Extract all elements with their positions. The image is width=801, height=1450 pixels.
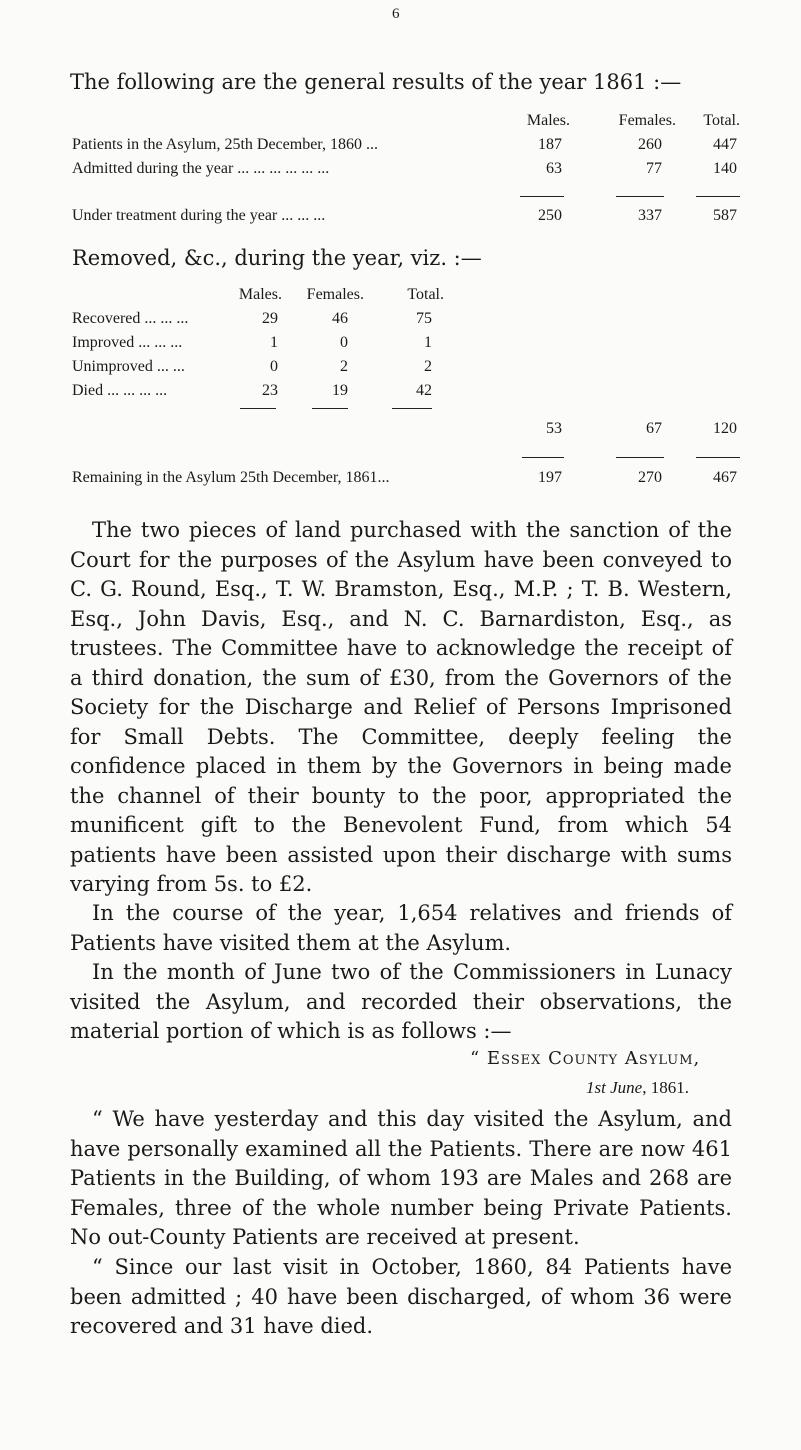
letter-date-year: , 1861.: [642, 1078, 689, 1097]
total-value: 467: [713, 469, 737, 486]
col-header-total: Total.: [407, 286, 444, 303]
males-value: 187: [538, 136, 562, 153]
letter-date: [586, 1078, 689, 1098]
total-value: 42: [416, 382, 432, 399]
paragraph-land-and-donation: The two pieces of land purchased with the sanction of the Court for the purposes of the Asylum have been conveyed to C. G. Round, Esq., T. W. Bramston, Esq., M.P. ; T. B. Western, Esq., John Davis, Esq., and N. C. Barnardiston, Esq., as trustees. The Committee have to acknowledge the receipt of a third donation, the sum of £30, from the Governors of the Society for the Discharge and Relief of Persons Imprisoned for Small Debts. The Committee, deeply feeling the confidence placed in them by the Governors in being made the channel of their bounty to the poor, appropriated the munificent gift to the Benevolent Fund, from which 54 patients have been assisted upon their discharge with sums varying from 5s. to £2.: [70, 518, 732, 896]
row-label: Remaining in the Asylum 25th December, 1861...: [72, 469, 390, 486]
letter-date-day: 1st June: [586, 1078, 643, 1097]
total-value: 75: [416, 310, 432, 327]
col-header-females: Females.: [618, 112, 676, 129]
rule: [616, 457, 664, 458]
rule: [522, 457, 564, 458]
total-value: 447: [713, 136, 737, 153]
females-value: 19: [332, 382, 348, 399]
removed-heading: Removed, &c., during the year, viz. :—: [72, 246, 482, 270]
total-value: 1: [424, 334, 432, 351]
total-value: 120: [713, 420, 737, 437]
row-label: Unimproved ... ...: [72, 358, 185, 375]
females-value: 67: [646, 420, 662, 437]
females-value: 77: [646, 160, 662, 177]
row-label: Under treatment during the year ... ... ...: [72, 207, 326, 224]
females-value: 0: [340, 334, 348, 351]
rule: [240, 408, 276, 409]
rule: [520, 196, 564, 197]
rule: [392, 408, 432, 409]
row-label: Improved ... ... ...: [72, 334, 183, 351]
males-value: 23: [262, 382, 278, 399]
males-value: 63: [546, 160, 562, 177]
row-label: Died ... ... ... ...: [72, 382, 168, 399]
females-value: 260: [638, 136, 662, 153]
rule: [616, 196, 664, 197]
intro-line: The following are the general results of the year 1861 :—: [70, 70, 682, 94]
total-value: 140: [713, 160, 737, 177]
paragraph-letter-1: “ We have yesterday and this day visited the Asylum, and have personally examined all the Patients. There are now 461 Patients in the Building, of whom 193 are Males and 268 are Females, three of the whole number being Private Patients. No out-County Patients are received at present.: [70, 1107, 732, 1249]
males-value: 197: [538, 469, 562, 486]
letter-heading: “ Essex County Asylum,: [470, 1048, 701, 1069]
col-header-males: Males.: [526, 112, 570, 129]
row-label: Recovered ... ... ...: [72, 310, 189, 327]
males-value: 250: [538, 207, 562, 224]
rule: [696, 196, 740, 197]
col-header-males: Males.: [238, 286, 282, 303]
males-value: 53: [546, 420, 562, 437]
paragraph-visitors: In the course of the year, 1,654 relatives and friends of Patients have visited them at the Asylum.: [70, 901, 732, 955]
col-header-total: Total.: [703, 112, 740, 129]
paragraph-letter-2: “ Since our last visit in October, 1860, 84 Patients have been admitted ; 40 have been discharged, of whom 36 were recovered and 31 have died.: [70, 1255, 732, 1338]
males-value: 29: [262, 310, 278, 327]
paragraph-commissioners: In the month of June two of the Commissioners in Lunacy visited the Asylum, and recorded their observations, the material portion of which is as follows :—: [70, 960, 732, 1043]
total-value: 2: [424, 358, 432, 375]
males-value: 1: [270, 334, 278, 351]
row-label: Patients in the Asylum, 25th December, 1860 ...: [72, 136, 378, 153]
page-number: 6: [392, 6, 400, 22]
females-value: 337: [638, 207, 662, 224]
rule: [312, 408, 348, 409]
row-label: Admitted during the year ... ... ... ... ... ...: [72, 160, 330, 177]
females-value: 2: [340, 358, 348, 375]
females-value: 270: [638, 469, 662, 486]
males-value: 0: [270, 358, 278, 375]
total-value: 587: [713, 207, 737, 224]
females-value: 46: [332, 310, 348, 327]
rule: [696, 457, 740, 458]
col-header-females: Females.: [306, 286, 364, 303]
